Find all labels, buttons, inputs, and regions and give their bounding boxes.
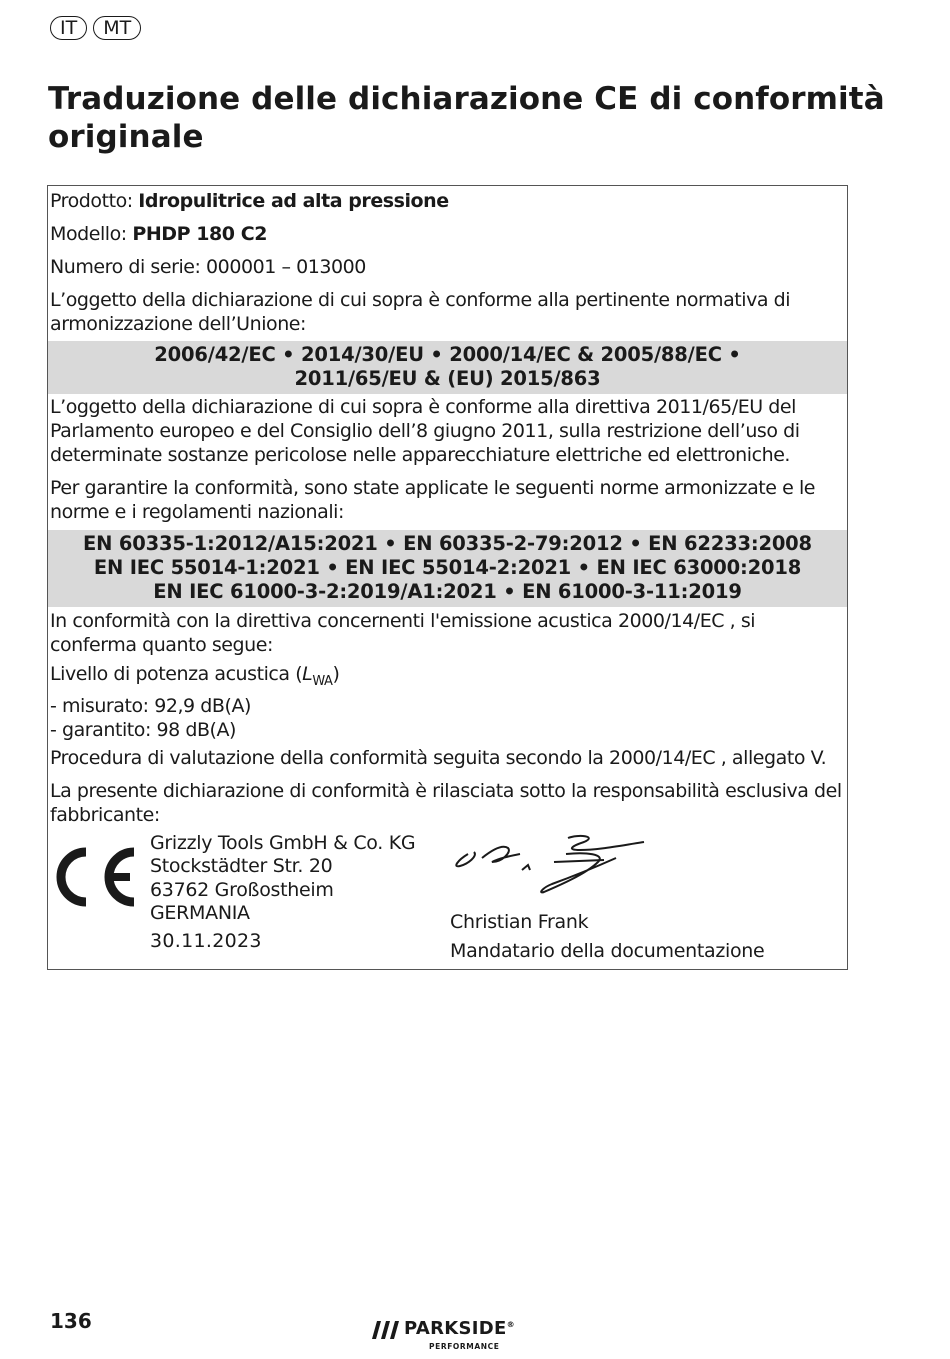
harmonisation-text: L’oggetto della dichiarazione di cui sopra è conforme alla pertinente normativa di armonizzazione dell’Unione: bbox=[50, 289, 791, 335]
declaration-box bbox=[47, 185, 848, 970]
model-value: PHDP 180 C2 bbox=[132, 223, 267, 245]
declaration-date: 30.11.2023 bbox=[150, 929, 262, 952]
page-number: 136 bbox=[50, 1309, 92, 1333]
standards-band bbox=[48, 530, 847, 607]
model-label: Modello: bbox=[50, 223, 127, 245]
manufacturer-name: Grizzly Tools GmbH & Co. KG bbox=[150, 831, 416, 854]
responsibility-text: La presente dichiarazione di conformità è rilasciata sotto la responsabilità esclusiva del fabbricante: bbox=[50, 779, 842, 826]
sound-power-guaranteed: - garantito: 98 dB(A) bbox=[50, 718, 237, 741]
brand-name: PARKSIDE® bbox=[404, 1318, 515, 1339]
rohs-text: L’oggetto della dichiarazione di cui sopra è conforme alla direttiva 2011/65/EU del Parlamento europeo e del Consiglio dell’8 giugno 2011, sulla restrizione dell’uso di determinate sostanze pericolose nelle apparecchiature elettriche ed elettroniche. bbox=[50, 396, 800, 466]
standards-line-3: EN IEC 61000-3-2:2019/A1:2021 • EN 61000-3-11:2019 bbox=[153, 580, 742, 603]
directives-line-1: 2006/42/EC • 2014/30/EU • 2000/14/EC & 2005/88/EC • bbox=[154, 343, 741, 366]
ce-mark-icon bbox=[50, 846, 140, 908]
signature-block bbox=[48, 832, 847, 972]
standards-line-2: EN IEC 55014-1:2021 • EN IEC 55014-2:2021 • EN IEC 63000:2018 bbox=[93, 556, 802, 579]
standards-intro: Per garantire la conformità, sono state applicate le seguenti norme armonizzate e le norme e i regolamenti nazionali: bbox=[50, 477, 816, 523]
product-label: Prodotto: bbox=[50, 190, 133, 212]
directives-line-2: 2011/65/EU & (EU) 2015/863 bbox=[294, 367, 601, 390]
language-badges bbox=[50, 16, 141, 40]
logo-stripes-icon bbox=[372, 1321, 400, 1339]
sound-power-subscript: WA bbox=[312, 673, 333, 689]
standards-line-1: EN 60335-1:2012/A15:2021 • EN 60335-2-79:2012 • EN 62233:2008 bbox=[83, 532, 812, 555]
page-title: Traduzione delle dichiarazione CE di conformità originale bbox=[48, 81, 885, 155]
signer-role: Mandatario della documentazione bbox=[450, 939, 765, 962]
sound-power-symbol: L bbox=[302, 663, 313, 685]
directives-band bbox=[48, 341, 847, 394]
product-row bbox=[48, 189, 847, 213]
language-badge-it: IT bbox=[50, 16, 87, 40]
signer bbox=[450, 908, 764, 966]
manufacturer-country: GERMANIA bbox=[150, 902, 250, 925]
parkside-logo bbox=[372, 1318, 532, 1354]
manufacturer-street: Stockstädter Str. 20 bbox=[150, 855, 333, 878]
language-badge-mt: MT bbox=[93, 16, 141, 40]
procedure-text: Procedura di valutazione della conformità seguita secondo la 2000/14/EC , allegato V. bbox=[50, 746, 827, 769]
signer-name: Christian Frank bbox=[450, 910, 589, 933]
serial-number: Numero di serie: 000001 – 013000 bbox=[50, 256, 366, 278]
sound-power-measured: - misurato: 92,9 dB(A) bbox=[50, 694, 251, 717]
manufacturer-city: 63762 Großostheim bbox=[150, 878, 334, 901]
product-value: Idropulitrice ad alta pressione bbox=[138, 190, 449, 212]
sound-power-label: Livello di potenza acustica $(L_{WA})$ bbox=[50, 663, 340, 689]
brand-subtitle: PERFORMANCE bbox=[429, 1342, 500, 1351]
noise-text: In conformità con la direttiva concernenti l'emissione acustica 2000/14/EC , si conferma quanto segue: bbox=[50, 610, 756, 656]
manufacturer-address bbox=[150, 832, 415, 926]
model-row bbox=[48, 222, 847, 246]
handwritten-signature bbox=[448, 832, 658, 902]
